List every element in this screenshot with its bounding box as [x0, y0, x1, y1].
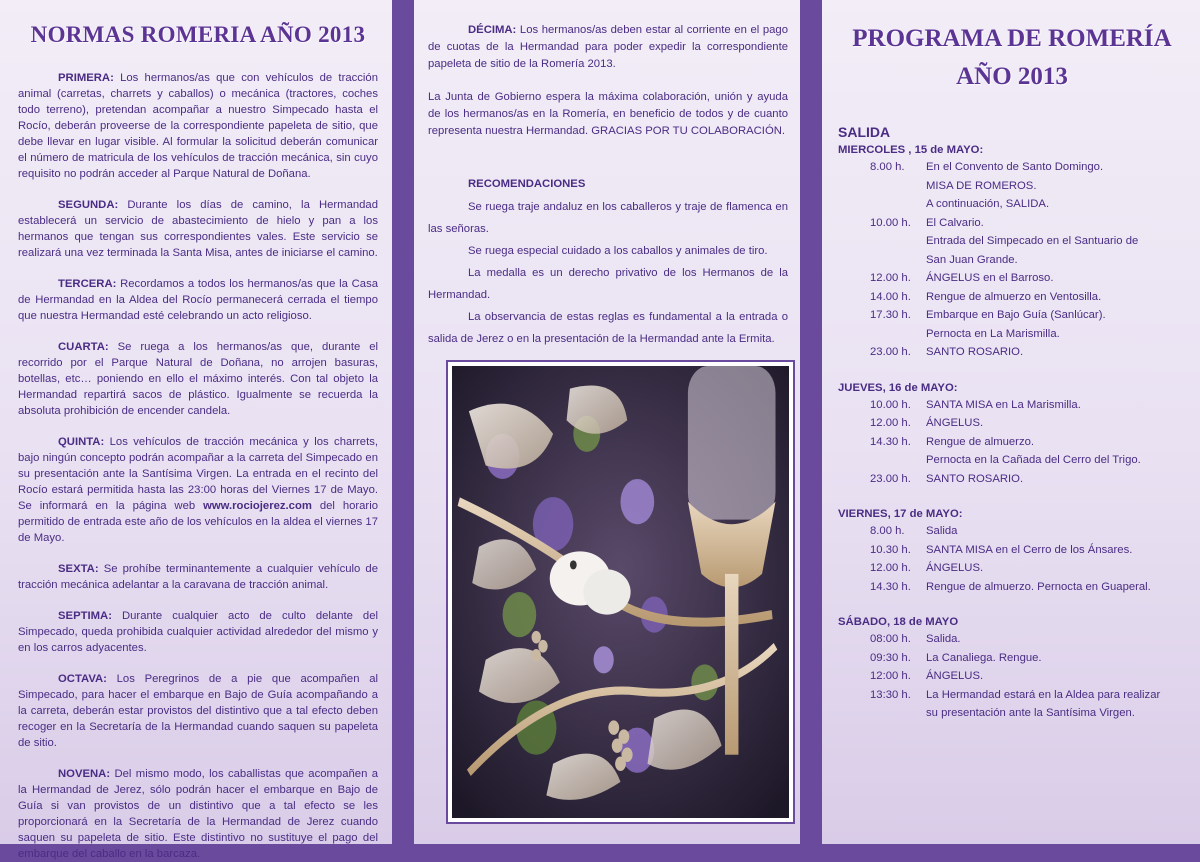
- norm-head: SEGUNDA:: [58, 199, 119, 211]
- norm-text: Durante los días de camino, la Hermandad establecerá un servicio de abastecimiento de hielo y pan a los hermanos que tengan sus correspondientes vales. Este servicio se realizará una vez terminada la Santa Misa, antes de iniciarse el camino.: [18, 199, 378, 259]
- schedule-time: 10.00 h.: [870, 216, 911, 229]
- norm-paragraph: [18, 70, 378, 182]
- schedule-event: ÁNGELUS.: [926, 417, 984, 429]
- schedule-row: [838, 396, 1186, 415]
- schedule-event: SANTO ROSARIO.: [926, 346, 1024, 358]
- norm-text: Los vehículos de tracción mecánica y los charrets, bajo ningún concepto podrán acompañar a la carreta del Simpecado en su presentación ante la Santísima Virgen. La entrada en el recinto del Rocío estará permitida hasta las 23:00 horas del Viernes 17 de Mayo. Se informará en la página web: [18, 436, 378, 512]
- schedule-time: 12.00 h.: [870, 562, 911, 574]
- schedule-event: Salida.: [926, 633, 961, 645]
- schedule-event: Rengue de almuerzo.: [926, 435, 1035, 448]
- schedule-time: 14.00 h.: [870, 290, 911, 303]
- schedule-time: [838, 325, 926, 344]
- program-day: [838, 144, 1186, 382]
- schedule-time: 17.30 h.: [870, 309, 911, 321]
- schedule-event: ÁNGELUS.: [926, 670, 984, 682]
- schedule-event: En el Convento de Santo Domingo.: [926, 161, 1104, 173]
- decima-text: Los hermanos/as deben estar al corriente en el pago de cuotas de la Hermandad para poder expedir la correspondiente papeleta de sitio de la Romería 2013.: [428, 24, 788, 70]
- schedule-row: [838, 343, 1186, 362]
- schedule-event: La Hermandad estará en la Aldea para realizar: [926, 688, 1161, 701]
- norm-text: Se prohíbe terminantemente a cualquier vehículo de tracción mecánica adelantar a la caravana de tracción animal.: [18, 563, 378, 591]
- norm-text: Se ruega a los hermanos/as que, durante el recorrido por el Parque Natural de Doñana, no arrojen basuras, botellas, etc… poniendo en ello el máximo interés. Con tal objeto la Hermandad repartirá sacos de plástico. Igualmente se recuerda la absoluta prohibición de encender candela.: [18, 341, 378, 417]
- day-heading: VIERNES, 17 de MAYO:: [838, 508, 963, 520]
- schedule-event: Pernocta en la Cañada del Cerro del Trigo.: [926, 454, 1141, 466]
- program-panel: [822, 0, 1200, 844]
- schedule-time: 8.00 h.: [870, 161, 905, 173]
- schedule-event: SANTA MISA en La Marismilla.: [926, 398, 1081, 411]
- schedule-event: Entrada del Simpecado en el Santuario de: [926, 235, 1139, 247]
- recommendation-item: Se ruega especial cuidado a los caballos y animales de tiro.: [468, 244, 768, 257]
- norm-head: SEPTIMA:: [58, 610, 112, 622]
- simpecado-photo: [446, 360, 795, 824]
- norm-paragraph: [18, 434, 378, 546]
- decima-paragraph: [428, 22, 788, 72]
- schedule-time: [838, 251, 926, 270]
- schedule-time: 10.00 h.: [870, 398, 911, 411]
- recommendations-title: RECOMENDACIONES: [468, 177, 586, 190]
- day-heading: JUEVES, 16 de MAYO:: [838, 381, 958, 394]
- schedule-row: [838, 325, 1186, 344]
- schedule-time: 14.30 h.: [870, 435, 911, 448]
- junta-paragraph: La Junta de Gobierno espera la máxima colaboración, unión y ayuda de los hermanos/as en la Romería, en beneficio de todos y de cuanto representa nuestra Hermandad. GRACIAS POR TU COLABORACIÓN.: [428, 91, 788, 137]
- salida-heading: SALIDA: [838, 124, 891, 140]
- schedule-row: [838, 522, 1186, 541]
- schedule-event: El Calvario.: [926, 216, 984, 229]
- program-year: AÑO 2013: [956, 63, 1068, 90]
- schedule-event: Salida: [926, 525, 958, 537]
- schedule-event: MISA DE ROMEROS.: [926, 179, 1037, 192]
- schedule-time: 13:30 h.: [870, 688, 911, 701]
- program-day: [838, 508, 1186, 616]
- schedule-time: 12.00 h.: [870, 272, 911, 284]
- schedule-time: [838, 704, 926, 723]
- norm-paragraph: [18, 561, 378, 593]
- schedule-row: [838, 214, 1186, 233]
- day-heading: MIERCOLES , 15 de MAYO:: [838, 144, 984, 156]
- recommendation-item: La observancia de estas reglas es fundamental a la entrada o salida de Jerez o en la presentación de la Hermandad ante la Ermita.: [428, 310, 788, 345]
- schedule-row: [838, 414, 1186, 433]
- decima-head: DÉCIMA:: [468, 24, 517, 36]
- schedule-time: [838, 451, 926, 470]
- recommendation-item: La medalla es un derecho privativo de los Hermanos de la Hermandad.: [428, 266, 788, 301]
- schedule-row: [838, 686, 1186, 705]
- spacer: [838, 596, 1186, 616]
- schedule-time: [838, 195, 926, 214]
- norm-head: NOVENA:: [58, 768, 111, 780]
- schedule-row: [838, 269, 1186, 288]
- schedule-row: [838, 578, 1186, 597]
- schedule-time: [838, 232, 926, 251]
- schedule-row: [838, 649, 1186, 668]
- schedule-row: [838, 667, 1186, 686]
- schedule-row: [838, 630, 1186, 649]
- norm-head: OCTAVA:: [58, 673, 107, 685]
- schedule-time: 09:30 h.: [870, 651, 911, 664]
- schedule-event: Rengue de almuerzo en Ventosilla.: [926, 290, 1102, 303]
- program-title: PROGRAMA DE ROMERÍA: [852, 25, 1172, 52]
- norm-paragraph: [18, 766, 378, 862]
- schedule-event: SANTO ROSARIO.: [926, 472, 1024, 485]
- program-day: [838, 616, 1186, 723]
- norms-panel: [0, 0, 392, 860]
- norm-paragraph: [18, 197, 378, 261]
- schedule-event: Pernocta en La Marismilla.: [926, 327, 1060, 340]
- schedule-row: [838, 470, 1186, 489]
- schedule-event: SANTA MISA en el Cerro de los Ánsares.: [926, 543, 1133, 556]
- schedule-row: [838, 158, 1186, 177]
- norm-paragraph: [18, 671, 378, 751]
- schedule-row: [838, 195, 1186, 214]
- norm-text: Los Peregrinos de a pie que acompañen al Simpecado, para hacer el embarque en Bajo de Guía acompañando a la carreta, deberán estar provistos del distintivo que a tal efecto deben recoger en la Secretaría de la Hermandad cuando saquen su papeleta de sitio.: [18, 673, 378, 749]
- schedule-time: 10.30 h.: [870, 543, 911, 556]
- spacer: [838, 362, 1186, 382]
- recommendations-panel: [414, 0, 800, 844]
- schedule-event: San Juan Grande.: [926, 253, 1018, 266]
- schedule-time: 12.00 h.: [870, 417, 911, 429]
- norm-paragraph: [18, 608, 378, 656]
- schedule-time: 23.00 h.: [870, 346, 911, 358]
- schedule-event: Embarque en Bajo Guía (Sanlúcar).: [926, 309, 1106, 321]
- schedule-row: [838, 288, 1186, 307]
- norm-head: QUINTA:: [58, 436, 105, 448]
- schedule-row: [838, 559, 1186, 578]
- norm-text: Recordamos a todos los hermanos/as que la Casa de Hermandad en la Aldea del Rocío permanecerá cerrada el tiempo que nuestra Hermandad esté celebrando un acto religioso.: [18, 278, 378, 322]
- norms-list: [18, 70, 378, 862]
- schedule-event: A continuación, SALIDA.: [926, 198, 1050, 210]
- schedule-row: [838, 177, 1186, 196]
- schedule-row: [838, 541, 1186, 560]
- recommendation-item: Se ruega traje andaluz en los caballeros y traje de flamenca en las señoras.: [428, 200, 788, 235]
- norm-text: Los hermanos/as que con vehículos de tracción animal (carretas, charrets y caballos) o mecánica (tractores, coches todo terreno), pretendan acompañar a nuestro Simpecado hasta el Rocío, deberán proveerse de la correspondiente papeleta de sitio, que debe llevar en lugar visible. Al formular la solicitud deberán comunicar el número de matricula de los vehículos de tracción mecánica, sin cuyo requisito no podrán acceder al Parque Natural de Doñana.: [18, 72, 378, 180]
- schedule-row: [838, 306, 1186, 325]
- schedule-time: 12:00 h.: [870, 670, 911, 682]
- schedule-time: 14.30 h.: [870, 580, 911, 593]
- norm-text: Durante cualquier acto de culto delante del Simpecado, queda prohibida cualquier actividad alrededor del mismo y en los carros adyacentes.: [18, 610, 378, 654]
- spacer: [838, 488, 1186, 508]
- schedule-row: [838, 433, 1186, 452]
- schedule-time: 08:00 h.: [870, 633, 911, 645]
- norm-paragraph: [18, 276, 378, 324]
- schedule-event: su presentación ante la Santísima Virgen.: [926, 707, 1135, 719]
- schedule-event: La Canaliega. Rengue.: [926, 651, 1042, 664]
- schedule-row: [838, 251, 1186, 270]
- schedule-time: [838, 177, 926, 196]
- norm-head: SEXTA:: [58, 563, 99, 575]
- norm-text: del horario permitido de entrada este año de los vehículos en la aldea el viernes 17 de Mayo.: [18, 500, 378, 544]
- schedule-row: [838, 451, 1186, 470]
- photo-image: [452, 366, 789, 818]
- norm-text: Del mismo modo, los caballistas que acompañen a la Hermandad de Jerez, sólo podrán hacer el embarque en Bajo de Guía si van provistos de un distintivo que a tal efecto se les proporcionará en la Secretaría de la Hermandad de Jerez cuando saquen su papeleta de sitio. Este distintivo no sustituye el pago del embarque del caballo en la barcaza.: [18, 768, 378, 860]
- schedule-time: 8.00 h.: [870, 525, 905, 537]
- program-days: [838, 144, 1186, 723]
- schedule-event: Rengue de almuerzo. Pernocta en Guaperal.: [926, 580, 1151, 593]
- day-heading: SÁBADO, 18 de MAYO: [838, 616, 959, 628]
- website-link[interactable]: www.rociojerez.com: [203, 500, 312, 512]
- schedule-row: [838, 232, 1186, 251]
- schedule-time: 23.00 h.: [870, 472, 911, 485]
- norms-title: NORMAS ROMERIA AÑO 2013: [30, 22, 366, 47]
- schedule-event: ÁNGELUS.: [926, 562, 984, 574]
- program-day: [838, 382, 1186, 509]
- norm-head: TERCERA:: [58, 278, 117, 290]
- schedule-event: ÁNGELUS en el Barroso.: [926, 272, 1054, 284]
- norm-head: CUARTA:: [58, 341, 109, 353]
- schedule-row: [838, 704, 1186, 723]
- norm-head: PRIMERA:: [58, 72, 114, 84]
- norm-paragraph: [18, 339, 378, 419]
